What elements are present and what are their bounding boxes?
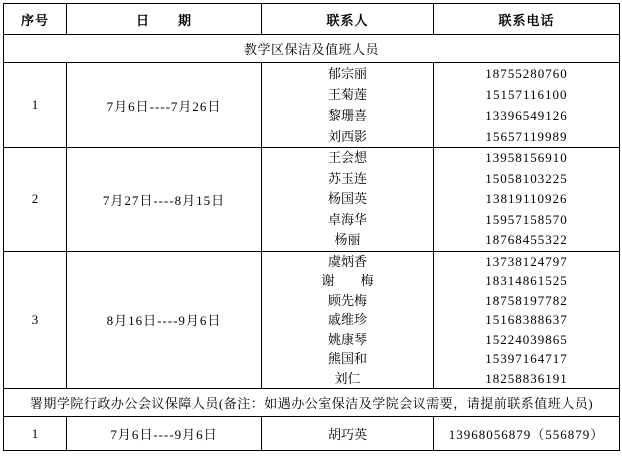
date-cell: 7月27日----8月15日 [67, 148, 262, 252]
contact-name: 卓海华 [327, 211, 367, 227]
contact-name: 黎珊喜 [327, 108, 367, 123]
contact-phone: 13396549126 [485, 108, 568, 123]
phones-cell [434, 148, 620, 252]
seq-cell: 1 [4, 63, 67, 148]
date-cell: 7月6日----9月6日 [67, 417, 262, 451]
contact-name: 胡巧英 [327, 427, 367, 442]
date-cell: 8月16日----9月6日 [67, 251, 262, 389]
contact-name: 姚康琴 [327, 331, 367, 347]
contact-name: 虞炳香 [327, 253, 367, 269]
contact-phone: 15168388637 [485, 312, 568, 327]
phones-cell [434, 251, 620, 389]
header-seq: 序号 [4, 4, 67, 35]
seq-cell: 1 [4, 417, 67, 451]
contacts-cell [262, 63, 434, 148]
section-title: 教学区保洁及值班人员 [4, 35, 620, 63]
table-row [4, 251, 620, 389]
contact-phone: 13968056879（556879） [448, 427, 605, 442]
contact-phone-stack [434, 148, 619, 251]
contact-phone: 18755280760 [485, 66, 568, 81]
contact-name: 苏玉连 [327, 170, 367, 186]
table-row [4, 63, 620, 148]
contact-phone: 13958156910 [485, 150, 568, 165]
contact-phone: 15058103225 [485, 170, 568, 186]
contact-phone-stack [434, 252, 619, 389]
contact-name-stack [262, 63, 433, 147]
contact-phone-stack [434, 63, 619, 147]
contact-name: 戚维珍 [327, 312, 367, 327]
section-row [4, 35, 620, 63]
section-row [4, 389, 620, 417]
contact-name: 熊国和 [327, 351, 367, 366]
phones-cell [434, 63, 620, 148]
contact-name: 杨丽 [334, 232, 361, 247]
contact-phone: 15657119989 [485, 129, 568, 144]
contacts-cell [262, 148, 434, 252]
contact-name: 刘仁 [334, 370, 361, 386]
contact-phone: 18768455322 [485, 232, 568, 247]
contact-name: 顾先梅 [327, 292, 367, 308]
duty-schedule-table [3, 3, 620, 451]
phones-cell [434, 417, 620, 451]
header-date: 日 期 [67, 4, 262, 35]
seq-cell: 3 [4, 251, 67, 389]
contact-phone: 13738124797 [485, 253, 568, 269]
contacts-cell [262, 417, 434, 451]
contact-name: 王菊莲 [327, 87, 367, 102]
contact-phone: 18258836191 [485, 370, 568, 386]
contact-name: 刘西影 [327, 129, 367, 144]
contact-phone: 18314861525 [485, 273, 568, 288]
contact-phone: 15397164717 [485, 351, 568, 366]
contact-name: 郁宗丽 [327, 66, 367, 81]
contact-phone: 15224039865 [485, 331, 568, 347]
section-title: 署期学院行政办公会议保障人员(备注：如遇办公室保洁及学院会议需要，请提前联系值班人员) [4, 389, 620, 417]
contact-phone: 15957158570 [485, 211, 568, 227]
contact-name-stack [262, 252, 433, 389]
contacts-cell [262, 251, 434, 389]
seq-cell: 2 [4, 148, 67, 252]
contact-phone: 18758197782 [485, 292, 568, 308]
table-row [4, 148, 620, 252]
header-contact: 联系人 [262, 4, 434, 35]
table-header-row [4, 4, 620, 35]
date-cell: 7月6日----7月26日 [67, 63, 262, 148]
contact-name: 杨国英 [327, 191, 367, 206]
contact-name: 王会想 [327, 150, 367, 165]
contact-phone: 13819110926 [485, 191, 568, 206]
header-phone: 联系电话 [434, 4, 620, 35]
contact-name: 谢 梅 [321, 273, 374, 288]
contact-phone: 15157116100 [485, 87, 568, 102]
contact-name-stack [262, 148, 433, 251]
table-row [4, 417, 620, 451]
